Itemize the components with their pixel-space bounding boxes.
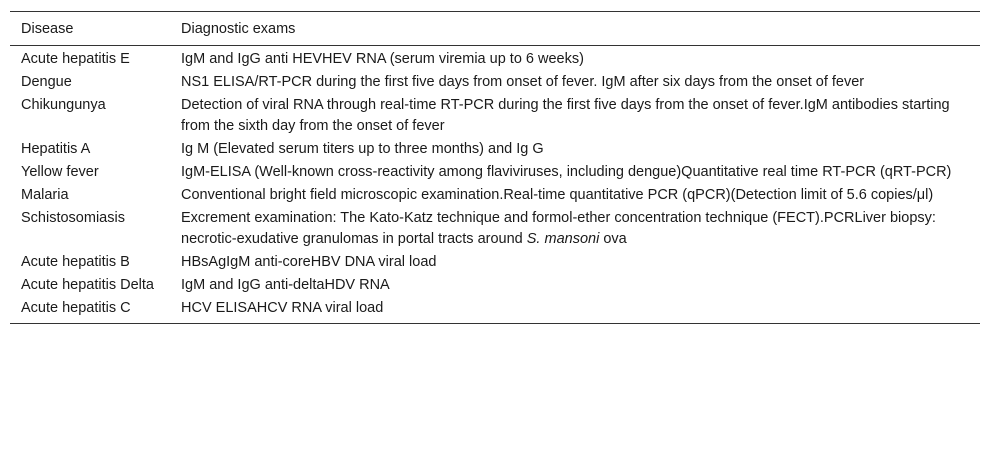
disease-cell: Hepatitis A: [21, 141, 91, 157]
diagnostic-exams-table: [10, 11, 980, 324]
exams-cell: IgM and IgG anti HEVHEV RNA (serum viremia up to 6 weeks): [181, 51, 584, 67]
table-row: [10, 94, 980, 138]
disease-cell: Acute hepatitis C: [10, 297, 170, 324]
column-header-disease: Disease: [10, 12, 170, 46]
disease-cell: Dengue: [21, 74, 72, 90]
exams-text-tail: ova: [599, 231, 627, 247]
table-row: [10, 161, 980, 184]
disease-cell: Malaria: [21, 187, 69, 203]
disease-cell: Acute hepatitis B: [21, 254, 130, 270]
disease-cell: Acute hepatitis Delta: [21, 277, 154, 293]
exams-cell: Detection of viral RNA through real-time RT-PCR during the first five days from the onset of fever.IgM antibodies starting from the sixth day from the onset of fever: [181, 97, 950, 134]
exams-cell: Conventional bright field microscopic examination.Real-time quantitative PCR (qPCR)(Detection limit of 5.6 copies/μl): [181, 187, 934, 203]
exams-cell: [170, 207, 980, 251]
exams-cell: IgM and IgG anti-deltaHDV RNA: [181, 277, 390, 293]
exams-cell: HCV ELISAHCV RNA viral load: [170, 297, 980, 324]
disease-cell: Schistosomiasis: [21, 210, 125, 226]
exams-cell: NS1 ELISA/RT-PCR during the first five days from onset of fever. IgM after six days from the onset of fever: [181, 74, 865, 90]
table-row: [10, 184, 980, 207]
table-row: [10, 274, 980, 297]
table-row: [10, 207, 980, 251]
exams-cell: IgM-ELISA (Well-known cross-reactivity among flaviviruses, including dengue)Quantitative real time RT-PCR (qRT-PCR): [181, 164, 952, 180]
exams-text: Excrement examination: The Kato-Katz technique and formol-ether concentration technique (FECT).PCRLiver biopsy: necrotic-exudative granulomas in portal tracts around: [181, 210, 936, 247]
exams-cell: HBsAgIgM anti-coreHBV DNA viral load: [181, 254, 437, 270]
table-row: [10, 251, 980, 274]
column-header-diagnostic-exams: Diagnostic exams: [170, 12, 980, 46]
table-row: [10, 297, 980, 324]
table-row: [10, 138, 980, 161]
disease-cell: Acute hepatitis E: [21, 51, 130, 67]
table-header-row: [10, 12, 980, 46]
disease-cell: Chikungunya: [21, 97, 106, 113]
diagnostic-exams-table-container: [10, 11, 980, 324]
species-name-italic: S. mansoni: [526, 231, 600, 247]
disease-cell: Yellow fever: [21, 164, 99, 180]
table-row: [10, 71, 980, 94]
table-row: [10, 46, 980, 72]
exams-cell: Ig M (Elevated serum titers up to three months) and Ig G: [181, 141, 544, 157]
